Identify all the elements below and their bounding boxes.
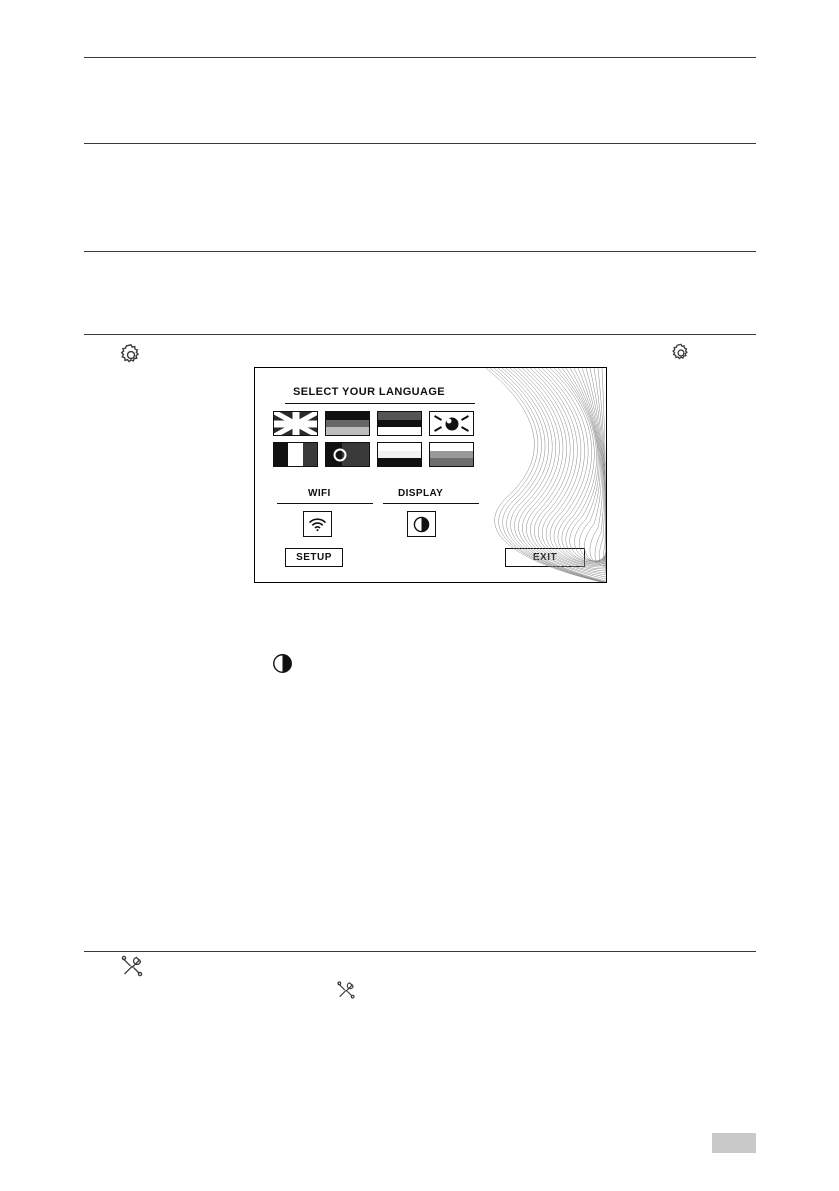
title-underline bbox=[285, 403, 475, 404]
setup-button[interactable]: SETUP bbox=[285, 548, 343, 567]
display-button[interactable] bbox=[407, 511, 436, 537]
page-number-badge bbox=[712, 1133, 756, 1153]
gear-icon bbox=[670, 342, 692, 364]
contrast-icon bbox=[272, 653, 293, 674]
wifi-section-label: WIFI bbox=[308, 488, 331, 499]
flag-portugal[interactable] bbox=[325, 442, 370, 467]
flag-russia[interactable] bbox=[429, 442, 474, 467]
gear-icon bbox=[118, 342, 144, 368]
flag-row bbox=[273, 442, 479, 467]
flag-netherlands[interactable] bbox=[377, 442, 422, 467]
section-divider-5 bbox=[84, 951, 756, 952]
display-section-label: DISPLAY bbox=[398, 488, 444, 499]
exit-button[interactable]: EXIT bbox=[505, 548, 585, 567]
display-section-underline bbox=[383, 503, 479, 504]
flag-united-kingdom[interactable] bbox=[273, 411, 318, 436]
wifi-section-underline bbox=[277, 503, 373, 504]
tools-icon bbox=[336, 980, 356, 1000]
section-divider-2 bbox=[84, 143, 756, 144]
screen-title: SELECT YOUR LANGUAGE bbox=[293, 386, 446, 398]
tools-icon bbox=[120, 954, 144, 978]
device-screen-figure bbox=[254, 367, 607, 583]
flag-row bbox=[273, 411, 479, 436]
wifi-button[interactable] bbox=[303, 511, 332, 537]
section-divider-1 bbox=[84, 57, 756, 58]
flag-korea[interactable] bbox=[429, 411, 474, 436]
flag-estonia[interactable] bbox=[377, 411, 422, 436]
contrast-icon bbox=[413, 516, 430, 533]
section-divider-4 bbox=[84, 334, 756, 335]
language-flag-grid bbox=[273, 411, 479, 473]
decorative-swirl-graphic bbox=[481, 368, 606, 582]
flag-germany[interactable] bbox=[325, 411, 370, 436]
wifi-icon bbox=[308, 517, 327, 532]
section-divider-3 bbox=[84, 251, 756, 252]
flag-france[interactable] bbox=[273, 442, 318, 467]
